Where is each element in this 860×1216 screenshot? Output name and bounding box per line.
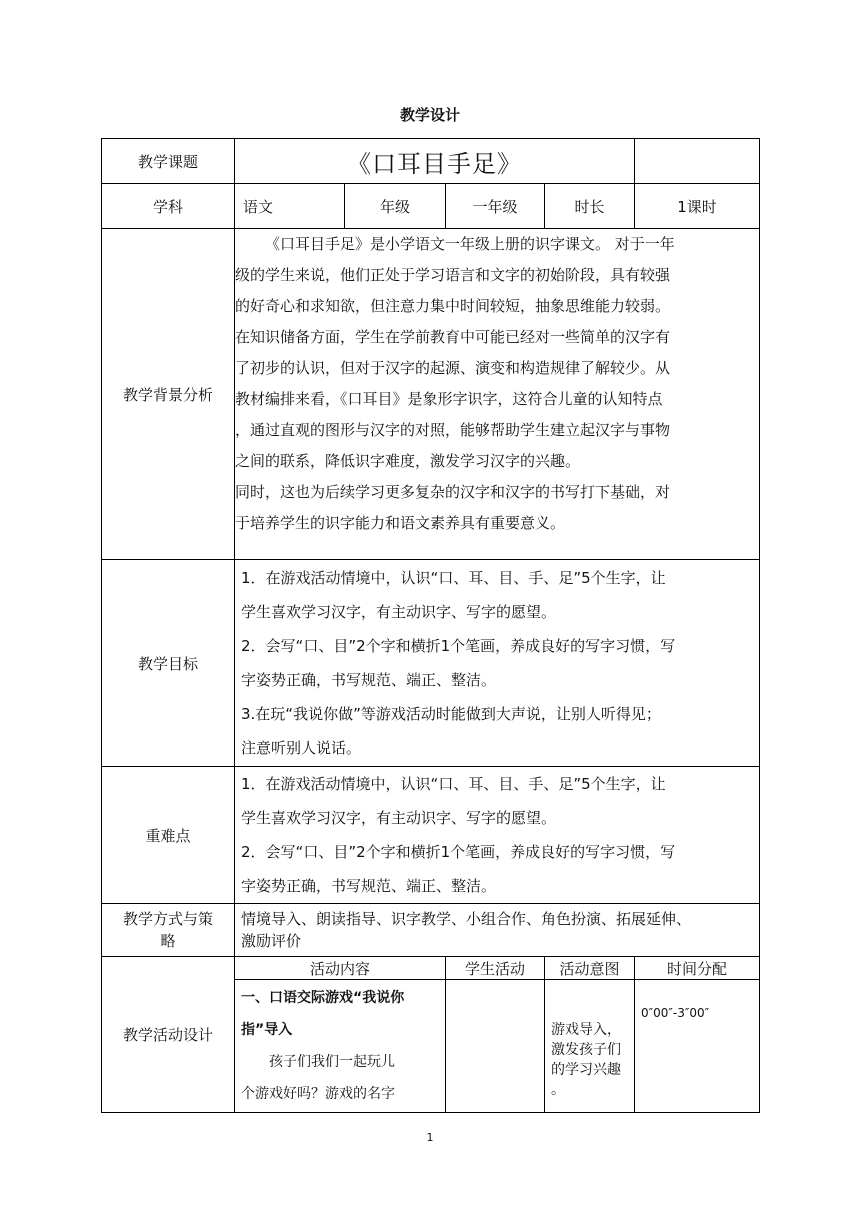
goal-line: 3.在玩“我说你做”等游戏活动时能做到大声说，让别人听得见； [241,705,661,723]
topic-extra [635,139,760,184]
background-line: 《口耳目手足》是小学语文一年级上册的识字课文。 对于一年 [265,235,675,253]
header-student-activity: 学生活动 [446,957,545,980]
background-label: 教学背景分析 [102,229,235,560]
background-line: 于培养学生的识字能力和语文素养具有重要意义。 [235,514,566,532]
activity-header-row [102,957,760,980]
background-line: ，通过直观的图形与汉字的对照，能够帮助学生建立起汉字与事物 [235,421,671,439]
goal-line: 字姿势正确，书写规范、端正、整洁。 [241,671,497,689]
activity-content-title: 指”导入 [241,1022,293,1038]
header-content: 活动内容 [235,957,446,980]
page-number: 1 [426,1131,434,1144]
intent-line: 。 [551,1082,565,1098]
background-line: 了初步的认识，但对于汉字的起源、演变和构造规律了解较少。从 [235,359,671,377]
header-intent: 活动意图 [545,957,635,980]
key-point-line: 字姿势正确，书写规范、端正、整洁。 [241,877,497,895]
header-time: 时间分配 [635,957,760,980]
background-line: 级的学生来说，他们正处于学习语言和文字的初始阶段，具有较强 [235,266,671,284]
background-line: 的好奇心和求知欲，但注意力集中时间较短，抽象思维能力较弱。 [235,297,671,315]
topic-label: 教学课题 [102,139,235,184]
row-key-points [102,767,760,904]
goals-text [235,560,760,767]
activity-label: 教学活动设计 [102,957,235,1113]
methods-text [235,904,760,957]
subject-label: 学科 [102,184,235,229]
background-line: 同时，这也为后续学习更多复杂的汉字和汉字的书写打下基础，对 [235,483,671,501]
background-line: 教材编排来看，《口耳目》是象形字识字，这符合儿童的认知特点 [235,390,663,408]
activity-content [235,980,446,1113]
methods-line: 激励评价 [241,932,302,950]
key-points-label: 重难点 [102,767,235,904]
key-point-line: 学生喜欢学习汉字，有主动识字、写字的愿望。 [241,809,557,827]
subject-value: 语文 [235,184,345,229]
activity-content-title: 一、口语交际游戏“我说你 [241,990,405,1006]
background-line: 之间的联系，降低识字难度，激发学习汉字的兴趣。 [235,452,581,470]
lesson-plan-table [101,138,760,1113]
goal-line: 2．会写“口、目”2个字和横折1个笔画，养成良好的写字习惯，写 [241,637,676,655]
methods-label [102,904,235,957]
background-text [235,229,760,560]
goal-line: 1．在游戏活动情境中，认识“口、耳、目、手、足”5个生字，让 [241,569,666,587]
row-goals [102,560,760,767]
methods-line: 情境导入、朗读指导、识字教学、小组合作、角色扮演、拓展延伸、 [241,910,692,928]
activity-content-line: 个游戏好吗？游戏的名字 [241,1086,395,1102]
background-line: 在知识储备方面，学生在学前教育中可能已经对一些简单的汉字有 [235,328,671,346]
document-title: 教学设计 [399,106,460,124]
key-point-line: 2．会写“口、目”2个字和横折1个笔画，养成良好的写字习惯，写 [241,843,676,861]
duration-value: 1课时 [635,184,760,229]
activity-content-line: 孩子们我们一起玩儿 [269,1054,395,1070]
row-subject [102,184,760,229]
duration-label: 时长 [545,184,635,229]
grade-label: 年级 [345,184,446,229]
goal-line: 注意听别人说话。 [241,739,362,757]
key-point-line: 1．在游戏活动情境中，认识“口、耳、目、手、足”5个生字，让 [241,775,666,793]
grade-value: 一年级 [446,184,545,229]
intent-line: 激发孩子们 [551,1042,621,1058]
row-background [102,229,760,560]
intent-line: 游戏导入， [551,1022,621,1038]
methods-label-line: 略 [160,932,176,950]
row-methods [102,904,760,957]
intent-line: 的学习兴趣 [551,1062,621,1078]
goals-label: 教学目标 [102,560,235,767]
topic-value: 《口耳目手足》 [235,139,635,184]
methods-label-line: 教学方式与策 [122,910,213,928]
activity-intent [545,980,635,1113]
time-allocation: 0″00″-3″00″ [635,980,760,1113]
key-points-text [235,767,760,904]
goal-line: 学生喜欢学习汉字，有主动识字、写字的愿望。 [241,603,557,621]
student-activity-cell [446,980,545,1113]
row-topic [102,139,760,184]
